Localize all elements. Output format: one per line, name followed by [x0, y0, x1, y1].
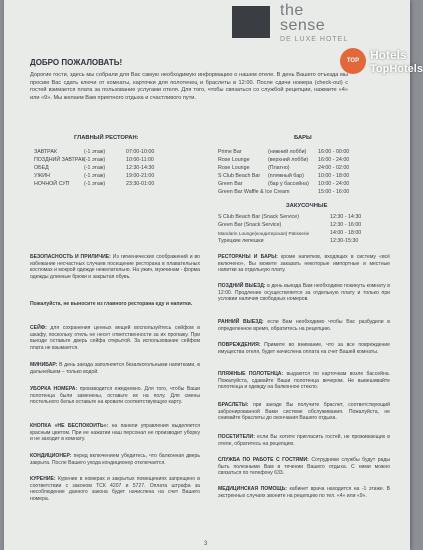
policy-beach-towels: ПЛЯЖНЫЕ ПОЛОТЕНЦА: выдаются по карточкам возле бассейна. Пожалуйста, сдавайте Ваши полотенца вечером. Не вывешивайте полотенца и одежду на балконное стекло. — [218, 371, 390, 391]
watermark-sub: TopHotels — [370, 63, 423, 75]
restaurant-heading: ГЛАВНЫЙ РЕСТОРАН: — [74, 135, 139, 141]
policy-safe: СЕЙФ: для сохранения ценных вещей воспользуйтесь сейфом в шкафу, поскольку отель не несет ответственности за их пропажу. При выезде оставьте дверь сейфа открытой. За использование сейфом плата не взымается. — [30, 325, 200, 351]
snack-name: Mandarin Lounge(кондитерская) Patisserie — [218, 231, 310, 236]
bar-time: 15:00 - 16:00 — [318, 189, 350, 195]
policy-safety: БЕЗОПАСНОСТЬ И ПРИЛИЧИЕ: Из гигиенических соображений и во избежание несчастных случаев посещение ресторана в плавательных костюмах и мокрой одежде нежелательно. На ужин, мужчинам - форма одежды длинные брюки и закрытая обувь. — [30, 254, 201, 280]
snacks-heading: ЗАКУСОЧНЫЕ — [286, 203, 328, 209]
bar-time: 10:00 - 24:00 — [318, 181, 350, 187]
snack-name: Турецкие лепешки — [218, 238, 264, 244]
policy-guest-relations: СЛУЖБА ПО РАБОТЕ С ГОСТЯМИ: Сотрудники службы будут рады быть полезными Вам в течении Вашего отдыха. С ними можно связаться по телефону 633. — [218, 457, 391, 477]
logo-sense-text: sense — [280, 17, 326, 34]
policy-visitors: ПОСЕТИТЕЛИ: если Вы хотите пригласить гостей, не проживающих в отеле, обратитесь на рецепцию. — [218, 434, 390, 447]
welcome-text: Дорогие гости, здесь мы собрали для Вас самую необходимую информацию о нашем отеле. В день Вашего отъезда мы просим Вас сдать ключи от комнаты, карточки для полотенец и браслеты в 12:00. После сдачи номера (check-out) с гостей взимается плата за пользование услугами отеля. Для того, чтобы связаться со службой рецепции, нажмите «4» или «9». Мы желаем Вам приятного отдыха и счастливого пути. — [30, 72, 348, 101]
bar-floor: (Платно) — [268, 165, 290, 171]
bar-name: Green Bar Waffle & Ice Cream — [218, 189, 290, 195]
policy-damages: ПОВРЕЖДЕНИЯ: Примите во внимание, что за все повреждение имущества отеля, будет начислена оплата на счет Вашей комнаты. — [218, 342, 390, 355]
bar-floor: (верхний лобби) — [268, 157, 309, 163]
restaurant-floor: (-1 этаж) — [84, 165, 106, 171]
bar-time: 24:00 - 02:00 — [318, 165, 350, 171]
restaurant-name: НОЧНОЙ СУП — [34, 181, 70, 187]
policy-smoking: КУРЕНИЕ: Курение в номерах и закрытых помещениях запрещено в соответствии с законом ТСК 4207 и 5727. Оплата штрафа за несоблюдение данного закона будет начислена на счет Вашего номера. — [30, 476, 200, 502]
bar-time: 10:00 - 18:00 — [318, 173, 350, 179]
page-number: 3 — [204, 541, 208, 547]
bar-name: Rose Lounge — [218, 165, 250, 171]
policy-no-food-out: Пожалуйста, не выносите из главного ресторана еду и напитки. — [30, 301, 193, 307]
restaurant-floor: (-1 этаж) — [84, 157, 106, 163]
bar-floor: (бар у бассейна) — [268, 181, 309, 187]
restaurant-name: УЖИН — [34, 173, 50, 179]
bar-floor: (пляжный бар) — [268, 173, 304, 179]
restaurant-time: 07:00-10:00 — [126, 149, 155, 155]
policy-do-not-disturb: КНОПКА «НЕ БЕСПОКОИТЬ»: на панели управления выделяется красным цветом. При ее нажатии наш персонал не производит уборку и не заходит в комнату. — [30, 423, 200, 443]
snack-time: 14:00 - 18:00 — [330, 230, 362, 236]
restaurant-floor: (-1 этаж) — [84, 149, 106, 155]
restaurant-time: 23:30-01:00 — [126, 181, 155, 187]
restaurant-floor: (-1 этаж) — [84, 173, 106, 179]
info-sheet — [4, 0, 423, 550]
policy-medical: МЕДИЦИНСКАЯ ПОМОЩЬ: кабинет врача находится на -1 этаже. В экстренных случаях звоните на рецепцию по тел. «4» или «9». — [218, 486, 390, 499]
watermark-brand: Hotels — [370, 48, 407, 62]
logo-the-text: the — [280, 2, 304, 19]
policy-bracelets: БРАСЛЕТЫ: при заезде Вы получите браслет, соответствующий забронированной Вами системе обслуживания. Пожалуйста, не снимайте браслеты до окончания Вашего отдыха. — [218, 402, 390, 422]
policy-air-conditioning: КОНДИЦИОНЕР: перед включением убедитесь, что балконная дверь закрыта. После Вашего ухода кондиционер отключается. — [30, 453, 201, 466]
bar-floor: (нижний лобби) — [268, 149, 307, 155]
restaurant-name: ОБЕД — [34, 165, 49, 171]
snack-time: 12:30 - 14:30 — [330, 214, 362, 220]
hotel-logo-mark — [232, 6, 270, 38]
bar-name: Prime Bar — [218, 149, 242, 155]
policy-early-wakeup: РАННИЙ ВЫЕЗД: если Вам необходимо чтобы Вас разбудили в определенное время, обратитесь на рецепцию. — [218, 319, 391, 332]
bar-time: 16:00 - 24:00 — [318, 157, 350, 163]
snack-time: 12:30-15:30 — [330, 238, 359, 244]
watermark-badge: TOP — [340, 48, 366, 74]
bars-heading: БАРЫ — [294, 135, 312, 141]
bar-time: 16:00 - 00:00 — [318, 149, 350, 155]
snack-name: S Club Beach Bar (Snack Service) — [218, 214, 299, 220]
snack-time: 12:30 - 16:00 — [330, 222, 362, 228]
bar-name: Rose Lounge — [218, 157, 250, 163]
policy-restaurants-bars: РЕСТОРАНЫ И БАРЫ: кроме напитков, входящих в систему «всё включено», Вы можете заказать некоторые импортные и местные напитки за отдельную плату. — [218, 254, 390, 274]
policy-minibar: МИНИБАР: В день заезда заполняется безалкогольными напитками, в дальнейшем – только водой. — [30, 362, 200, 375]
logo-subtitle: DE LUXE HOTEL — [280, 36, 349, 43]
restaurant-time: 19:00-21:00 — [126, 173, 155, 179]
restaurant-name: ЗАВТРАК — [34, 149, 57, 155]
restaurant-name: ПОЗДНИЙ ЗАВТРАК — [34, 157, 85, 163]
restaurant-time: 12:30-14:30 — [126, 165, 155, 171]
policy-room-cleaning: УБОРКА НОМЕРА: производится ежедневно. Для того, чтобы Ваши полотенца были заменены, оставьте их на полу. Для смены постельного белья оставьте на кровати соответствующую карту. — [30, 386, 201, 406]
restaurant-time: 10:00-11:00 — [126, 157, 154, 163]
policy-late-checkout: ПОЗДНИЙ ВЫЕЗД: в день выезда Вам необходимо покинуть комнату в 12:00. Продление осуществляется за отдельную плату и только при условии наличия свободных номеров. — [218, 283, 390, 303]
restaurant-floor: (-1 этаж) — [84, 181, 106, 187]
bar-name: S Club Beach Bar — [218, 173, 261, 179]
snack-name: Green Bar (Snack Service) — [218, 222, 282, 228]
bar-name: Green Bar — [218, 181, 243, 187]
welcome-title: ДОБРО ПОЖАЛОВАТЬ! — [30, 58, 123, 67]
